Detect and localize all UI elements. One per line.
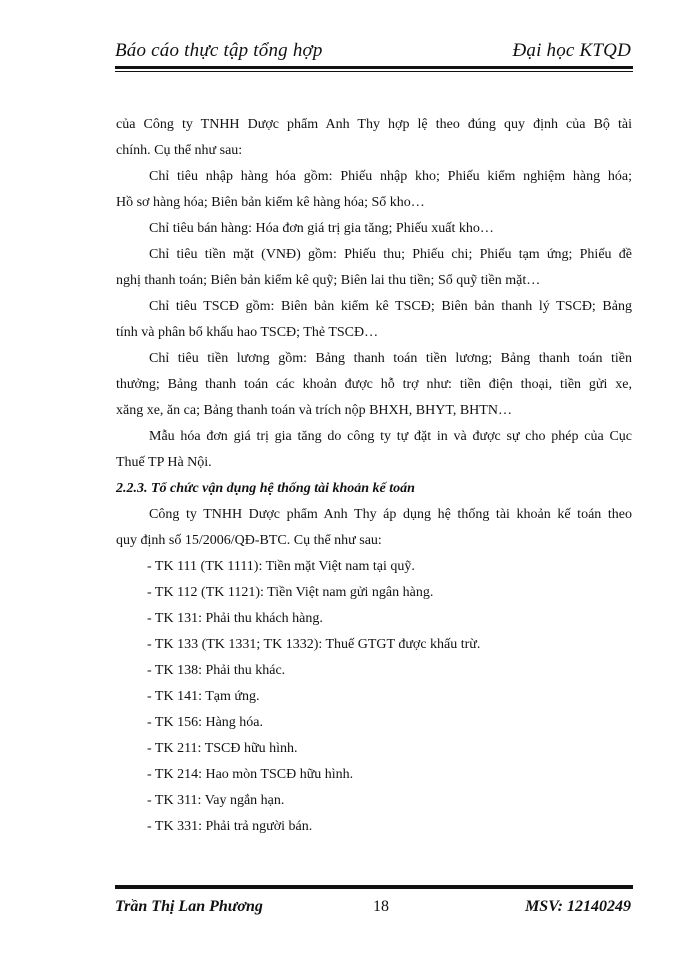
text-line: Chỉ tiêu TSCĐ gồm: Biên bản kiểm kê TSCĐ; Biên bản thanh lý TSCĐ; Bảng <box>149 299 632 314</box>
text-line: Chỉ tiêu tiền lương gồm: Bảng thanh toán tiền lương; Bảng thanh toán tiền <box>149 351 632 366</box>
header-university: Đại học KTQD <box>512 40 631 61</box>
header-report-title: Báo cáo thực tập tổng hợp <box>115 40 323 61</box>
text-line: xăng xe, ăn ca; Bảng thanh toán và trích nộp BHXH, BHYT, BHTN… <box>116 403 512 418</box>
footer-divider <box>115 883 633 889</box>
list-item: - TK 131: Phải thu khách hàng. <box>147 611 323 626</box>
paragraph-intro <box>116 112 632 164</box>
text-line: thưởng; Bảng thanh toán các khoản được hỗ trợ như: tiền điện thoại, tiền gửi xe, <box>116 377 632 392</box>
text-line: tính và phân bổ khấu hao TSCĐ; Thẻ TSCĐ… <box>116 325 379 340</box>
paragraph-salary-docs <box>116 346 632 424</box>
account-list <box>116 554 632 840</box>
list-item: - TK 211: TSCĐ hữu hình. <box>147 741 298 756</box>
section-heading: 2.2.3. Tổ chức vận dụng hệ thống tài khoản kế toán <box>116 481 415 496</box>
list-item: - TK 141: Tạm ứng. <box>147 689 260 704</box>
page-footer <box>115 898 633 924</box>
list-item: - TK 214: Hao mòn TSCĐ hữu hình. <box>147 767 354 782</box>
text-line: quy định số 15/2006/QĐ-BTC. Cụ thể như sau: <box>116 533 382 548</box>
header-divider <box>115 66 633 72</box>
list-item: - TK 311: Vay ngắn hạn. <box>147 793 285 808</box>
text-line: Hồ sơ hàng hóa; Biên bản kiểm kê hàng hóa; Sổ kho… <box>116 195 425 210</box>
text-line: chính. Cụ thể như sau: <box>116 143 243 158</box>
page-header <box>115 38 633 66</box>
list-item: - TK 111 (TK 1111): Tiền mặt Việt nam tại quỹ. <box>147 559 415 574</box>
text-line: Thuế TP Hà Nội. <box>116 455 212 470</box>
list-item: - TK 112 (TK 1121): Tiền Việt nam gửi ngân hàng. <box>147 585 434 600</box>
text-line: Chỉ tiêu tiền mặt (VNĐ) gồm: Phiếu thu; Phiếu chi; Phiếu tạm ứng; Phiếu đề <box>149 247 632 262</box>
footer-student-id: MSV: 12140249 <box>525 898 631 915</box>
paragraph-fixed-asset-docs <box>116 294 632 346</box>
text-line: của Công ty TNHH Dược phẩm Anh Thy hợp lệ theo đúng quy định của Bộ tài <box>116 117 632 132</box>
footer-author: Trần Thị Lan Phương <box>115 898 263 915</box>
paragraph-invoice-template <box>116 424 632 476</box>
paragraph-account-system <box>116 502 632 554</box>
list-item: - TK 133 (TK 1331; TK 1332): Thuế GTGT được khấu trừ. <box>147 637 481 652</box>
paragraph-import-docs <box>116 164 632 216</box>
text-line: Chỉ tiêu bán hàng: Hóa đơn giá trị gia tăng; Phiếu xuất kho… <box>149 221 494 236</box>
list-item: - TK 156: Hàng hóa. <box>147 715 263 730</box>
text-line: nghị thanh toán; Biên bản kiểm kê quỹ; Biên lai thu tiền; Sổ quỹ tiền mặt… <box>116 273 541 288</box>
list-item: - TK 138: Phải thu khác. <box>147 663 286 678</box>
page-number: 18 <box>373 898 389 915</box>
paragraph-cash-docs <box>116 242 632 294</box>
text-line: Chỉ tiêu nhập hàng hóa gồm: Phiếu nhập kho; Phiếu kiểm nghiệm hàng hóa; <box>149 169 632 184</box>
paragraph-sales-docs <box>116 216 632 242</box>
page-body <box>116 112 632 840</box>
text-line: Công ty TNHH Dược phẩm Anh Thy áp dụng hệ thống tài khoản kế toán theo <box>149 507 632 522</box>
text-line: Mẫu hóa đơn giá trị gia tăng do công ty tự đặt in và được sự cho phép của Cục <box>149 429 632 444</box>
list-item: - TK 331: Phải trả người bán. <box>147 819 313 834</box>
